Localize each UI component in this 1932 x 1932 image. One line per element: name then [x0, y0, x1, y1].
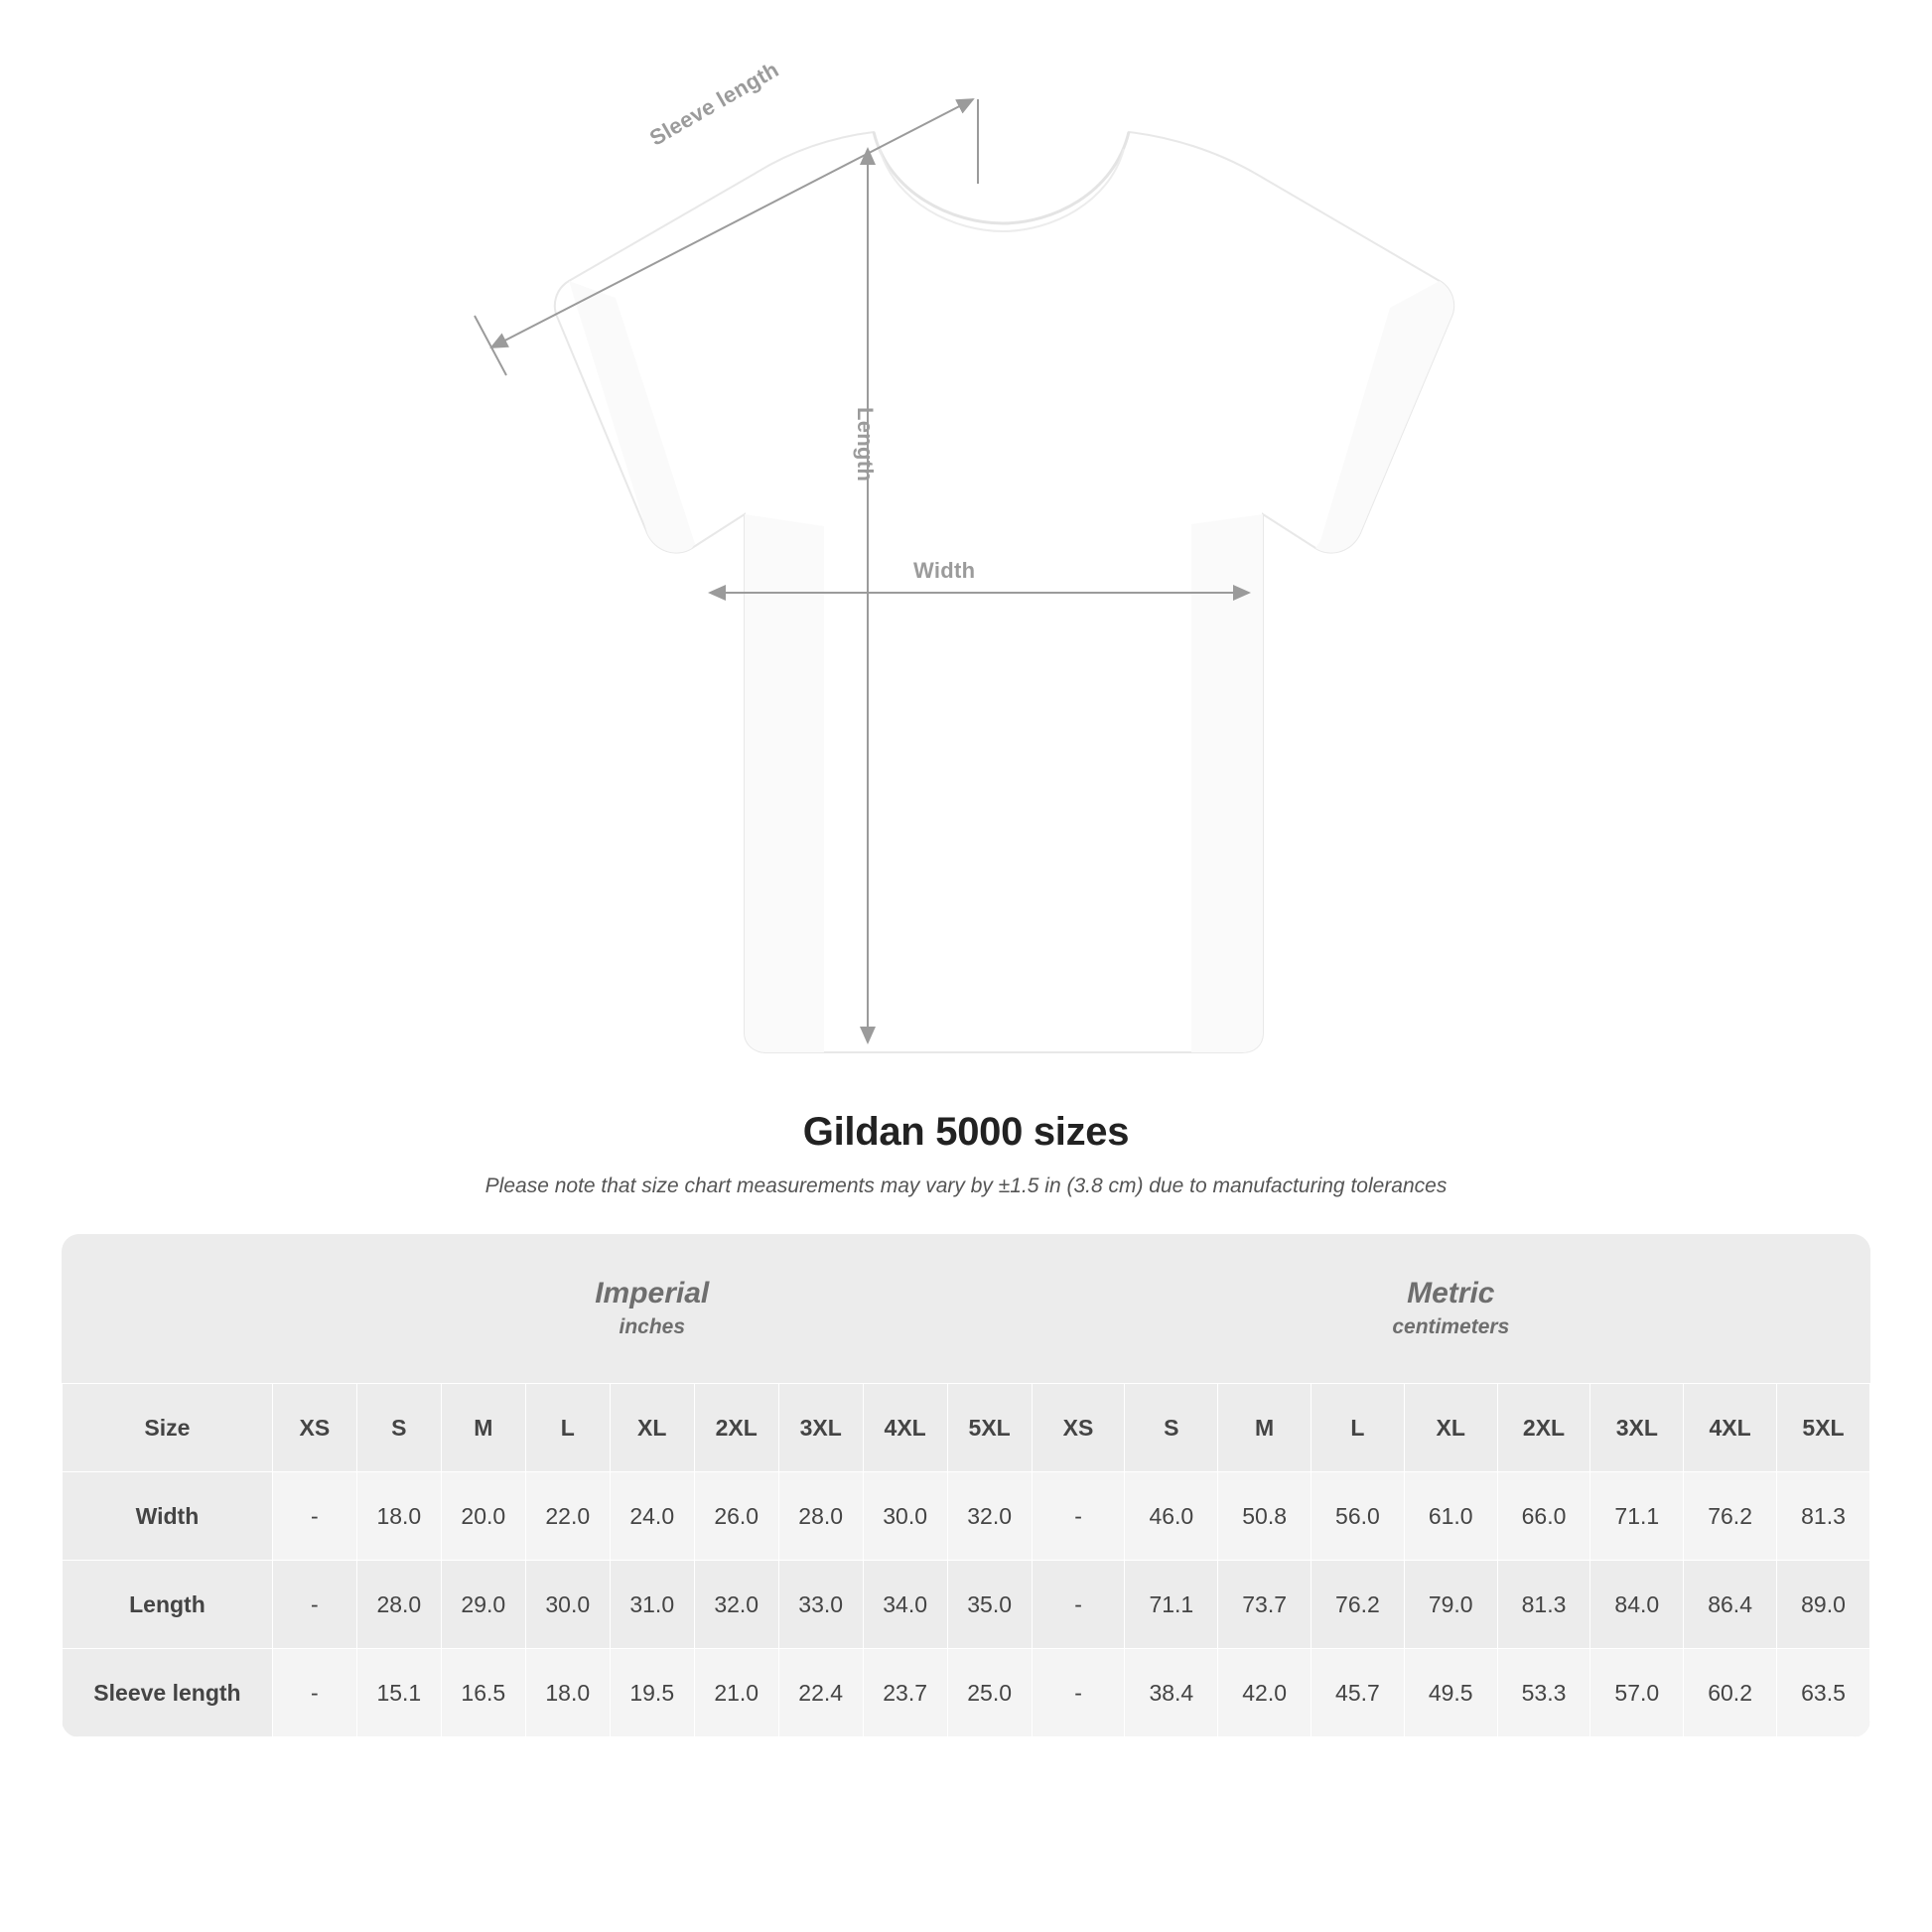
cell-sleeve-imp-4xl: 23.7 — [863, 1649, 947, 1737]
table-row — [63, 1649, 1870, 1737]
column-header-imp-xl: XL — [610, 1384, 694, 1472]
cell-width-imp-xs: - — [272, 1472, 356, 1561]
cell-length-met-xs: - — [1032, 1561, 1125, 1649]
unit-group-metric-name: Metric — [1407, 1276, 1495, 1310]
cell-sleeve-met-l: 45.7 — [1311, 1649, 1405, 1737]
cell-sleeve-met-m: 42.0 — [1218, 1649, 1311, 1737]
cell-sleeve-imp-xl: 19.5 — [610, 1649, 694, 1737]
cell-sleeve-imp-5xl: 25.0 — [947, 1649, 1032, 1737]
unit-group-imperial-name: Imperial — [595, 1276, 710, 1310]
cell-width-imp-3xl: 28.0 — [778, 1472, 863, 1561]
column-header-met-s: S — [1125, 1384, 1218, 1472]
cell-width-met-xs: - — [1032, 1472, 1125, 1561]
table-row — [63, 1561, 1870, 1649]
page-title: Gildan 5000 sizes — [802, 1110, 1130, 1154]
cell-width-imp-s: 18.0 — [356, 1472, 441, 1561]
cell-length-met-s: 71.1 — [1125, 1561, 1218, 1649]
cell-sleeve-met-s: 38.4 — [1125, 1649, 1218, 1737]
unit-header-corner — [63, 1234, 273, 1384]
cell-width-imp-4xl: 30.0 — [863, 1472, 947, 1561]
cell-sleeve-imp-s: 15.1 — [356, 1649, 441, 1737]
column-header-imp-3xl: 3XL — [778, 1384, 863, 1472]
cell-length-imp-xl: 31.0 — [610, 1561, 694, 1649]
cell-sleeve-imp-m: 16.5 — [441, 1649, 525, 1737]
cell-width-imp-5xl: 32.0 — [947, 1472, 1032, 1561]
cell-length-met-2xl: 81.3 — [1497, 1561, 1590, 1649]
column-header-imp-s: S — [356, 1384, 441, 1472]
row-header-sleeve-length: Sleeve length — [63, 1649, 273, 1737]
cell-width-met-3xl: 71.1 — [1590, 1472, 1684, 1561]
cell-length-met-m: 73.7 — [1218, 1561, 1311, 1649]
cell-sleeve-imp-l: 18.0 — [525, 1649, 610, 1737]
cell-sleeve-met-xl: 49.5 — [1404, 1649, 1497, 1737]
column-header-met-xs: XS — [1032, 1384, 1125, 1472]
cell-length-met-xl: 79.0 — [1404, 1561, 1497, 1649]
cell-width-met-4xl: 76.2 — [1684, 1472, 1777, 1561]
cell-width-met-l: 56.0 — [1311, 1472, 1405, 1561]
cell-length-imp-l: 30.0 — [525, 1561, 610, 1649]
cell-width-imp-l: 22.0 — [525, 1472, 610, 1561]
column-header-met-5xl: 5XL — [1777, 1384, 1870, 1472]
size-chart-table-wrap — [62, 1234, 1870, 1737]
cell-width-met-m: 50.8 — [1218, 1472, 1311, 1561]
column-header-imp-4xl: 4XL — [863, 1384, 947, 1472]
cell-sleeve-imp-2xl: 21.0 — [694, 1649, 778, 1737]
column-header-met-l: L — [1311, 1384, 1405, 1472]
column-header-imp-5xl: 5XL — [947, 1384, 1032, 1472]
tolerance-note: Please note that size chart measurements may vary by ±1.5 in (3.8 cm) due to manufacturing tolerances — [484, 1174, 1448, 1197]
cell-sleeve-imp-3xl: 22.4 — [778, 1649, 863, 1737]
column-header-met-2xl: 2XL — [1497, 1384, 1590, 1472]
column-header-met-m: M — [1218, 1384, 1311, 1472]
cell-length-imp-xs: - — [272, 1561, 356, 1649]
cell-sleeve-met-4xl: 60.2 — [1684, 1649, 1777, 1737]
row-header-width: Width — [63, 1472, 273, 1561]
cell-length-met-l: 76.2 — [1311, 1561, 1405, 1649]
length-label: Length — [853, 407, 878, 483]
cell-sleeve-met-xs: - — [1032, 1649, 1125, 1737]
cell-length-met-5xl: 89.0 — [1777, 1561, 1870, 1649]
unit-group-metric — [1032, 1234, 1869, 1384]
column-header-imp-2xl: 2XL — [694, 1384, 778, 1472]
cell-width-met-s: 46.0 — [1125, 1472, 1218, 1561]
cell-length-met-4xl: 86.4 — [1684, 1561, 1777, 1649]
cell-length-met-3xl: 84.0 — [1590, 1561, 1684, 1649]
unit-group-header-row — [63, 1234, 1870, 1384]
cell-length-imp-4xl: 34.0 — [863, 1561, 947, 1649]
cell-sleeve-met-5xl: 63.5 — [1777, 1649, 1870, 1737]
cell-sleeve-imp-xs: - — [272, 1649, 356, 1737]
size-chart-table — [62, 1234, 1870, 1737]
cell-length-imp-2xl: 32.0 — [694, 1561, 778, 1649]
unit-group-imperial-sub: inches — [619, 1315, 686, 1338]
unit-group-metric-sub: centimeters — [1392, 1315, 1510, 1338]
cell-length-imp-s: 28.0 — [356, 1561, 441, 1649]
column-header-met-3xl: 3XL — [1590, 1384, 1684, 1472]
cell-sleeve-met-2xl: 53.3 — [1497, 1649, 1590, 1737]
cell-length-imp-m: 29.0 — [441, 1561, 525, 1649]
cell-width-imp-xl: 24.0 — [610, 1472, 694, 1561]
cell-length-imp-3xl: 33.0 — [778, 1561, 863, 1649]
column-header-met-4xl: 4XL — [1684, 1384, 1777, 1472]
cell-length-imp-5xl: 35.0 — [947, 1561, 1032, 1649]
cell-width-imp-m: 20.0 — [441, 1472, 525, 1561]
cell-width-met-xl: 61.0 — [1404, 1472, 1497, 1561]
column-header-imp-l: L — [525, 1384, 610, 1472]
cell-width-met-5xl: 81.3 — [1777, 1472, 1870, 1561]
cell-width-imp-2xl: 26.0 — [694, 1472, 778, 1561]
column-header-met-xl: XL — [1404, 1384, 1497, 1472]
column-header-imp-m: M — [441, 1384, 525, 1472]
unit-group-imperial — [272, 1234, 1032, 1384]
column-header-size: Size — [63, 1384, 273, 1472]
column-header-imp-xs: XS — [272, 1384, 356, 1472]
row-header-length: Length — [63, 1561, 273, 1649]
cell-sleeve-met-3xl: 57.0 — [1590, 1649, 1684, 1737]
title-block — [0, 1110, 1932, 1198]
cell-width-met-2xl: 66.0 — [1497, 1472, 1590, 1561]
table-row — [63, 1472, 1870, 1561]
size-header-row — [63, 1384, 1870, 1472]
width-label: Width — [913, 558, 976, 583]
sleeve-length-label: Sleeve length — [645, 57, 783, 151]
